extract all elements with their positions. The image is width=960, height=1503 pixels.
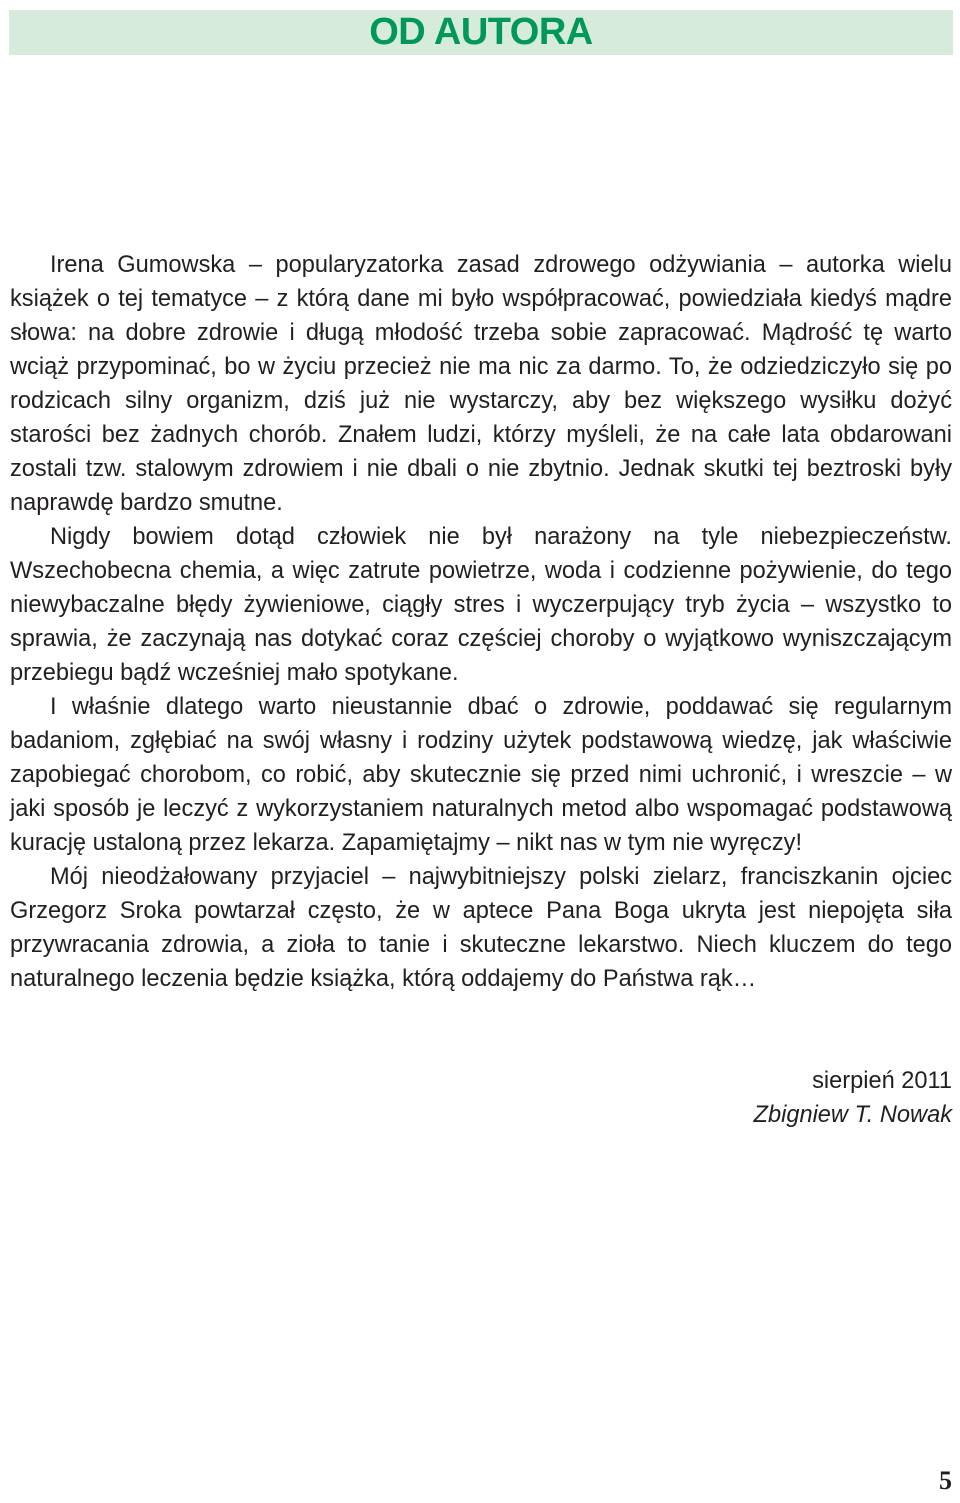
chapter-title: OD AUTORA — [369, 11, 593, 53]
chapter-header-band — [9, 10, 953, 55]
signature-date: sierpień 2011 — [812, 1068, 952, 1094]
paragraph-2: Nigdy bowiem dotąd człowiek nie był narażony na tyle niebezpieczeństw. Wszechobecna chemia, a więc zatrute powietrze, woda i codzienne pożywienie, do tego niewybaczalne błędy żywieniowe, ciągły stres i wyczerpujący tryb życia – wszystko to sprawia, że zaczynają nas dotykać coraz częściej choroby o wyjątkowo wyniszczającym przebiegu bądź wcześniej mało spotykane. — [10, 524, 952, 686]
page-number: 5 — [939, 1466, 952, 1495]
paragraph-3: I właśnie dlatego warto nieustannie dbać o zdrowie, poddawać się regularnym badaniom, zgłębiać na swój własny i rodziny użytek podstawową wiedzę, jak właściwie zapobiegać chorobom, co robić, aby skutecznie się przed nimi uchronić, i wreszcie – w jaki sposób je leczyć z wykorzystaniem naturalnych metod albo wspomagać podstawową kurację ustaloną przez lekarza. Zapamiętajmy – nikt nas w tym nie wyręczy! — [10, 694, 952, 856]
body-text — [10, 248, 952, 996]
paragraph-4: Mój nieodżałowany przyjaciel – najwybitniejszy polski zielarz, franciszkanin ojciec Grzegorz Sroka powtarzał często, że w aptece Pana Boga ukryta jest niepojęta siła przywracania zdrowia, a zioła to tanie i skuteczne lekarstwo. Niech kluczem do tego naturalnego leczenia będzie książka, którą oddajemy do Państwa rąk… — [10, 864, 952, 992]
signature-block — [754, 1064, 952, 1132]
signature-author: Zbigniew T. Nowak — [753, 1102, 952, 1128]
paragraph-1: Irena Gumowska – popularyzatorka zasad zdrowego odżywiania – autorka wielu książek o tej tematyce – z którą dane mi było współpracować, powiedziała kiedyś mądre słowa: na dobre zdrowie i długą młodość trzeba sobie zapracować. Mądrość tę warto wciąż przypominać, bo w życiu przecież nie ma nic za darmo. To, że odziedziczyło się po rodzicach silny organizm, dziś już nie wystarczy, aby bez większego wysiłku dożyć starości bez żadnych chorób. Znałem ludzi, którzy myśleli, że na całe lata obdarowani zostali tzw. stalowym zdrowiem i nie dbali o nie zbytnio. Jednak skutki tej beztroski były naprawdę bardzo smutne. — [10, 252, 952, 516]
